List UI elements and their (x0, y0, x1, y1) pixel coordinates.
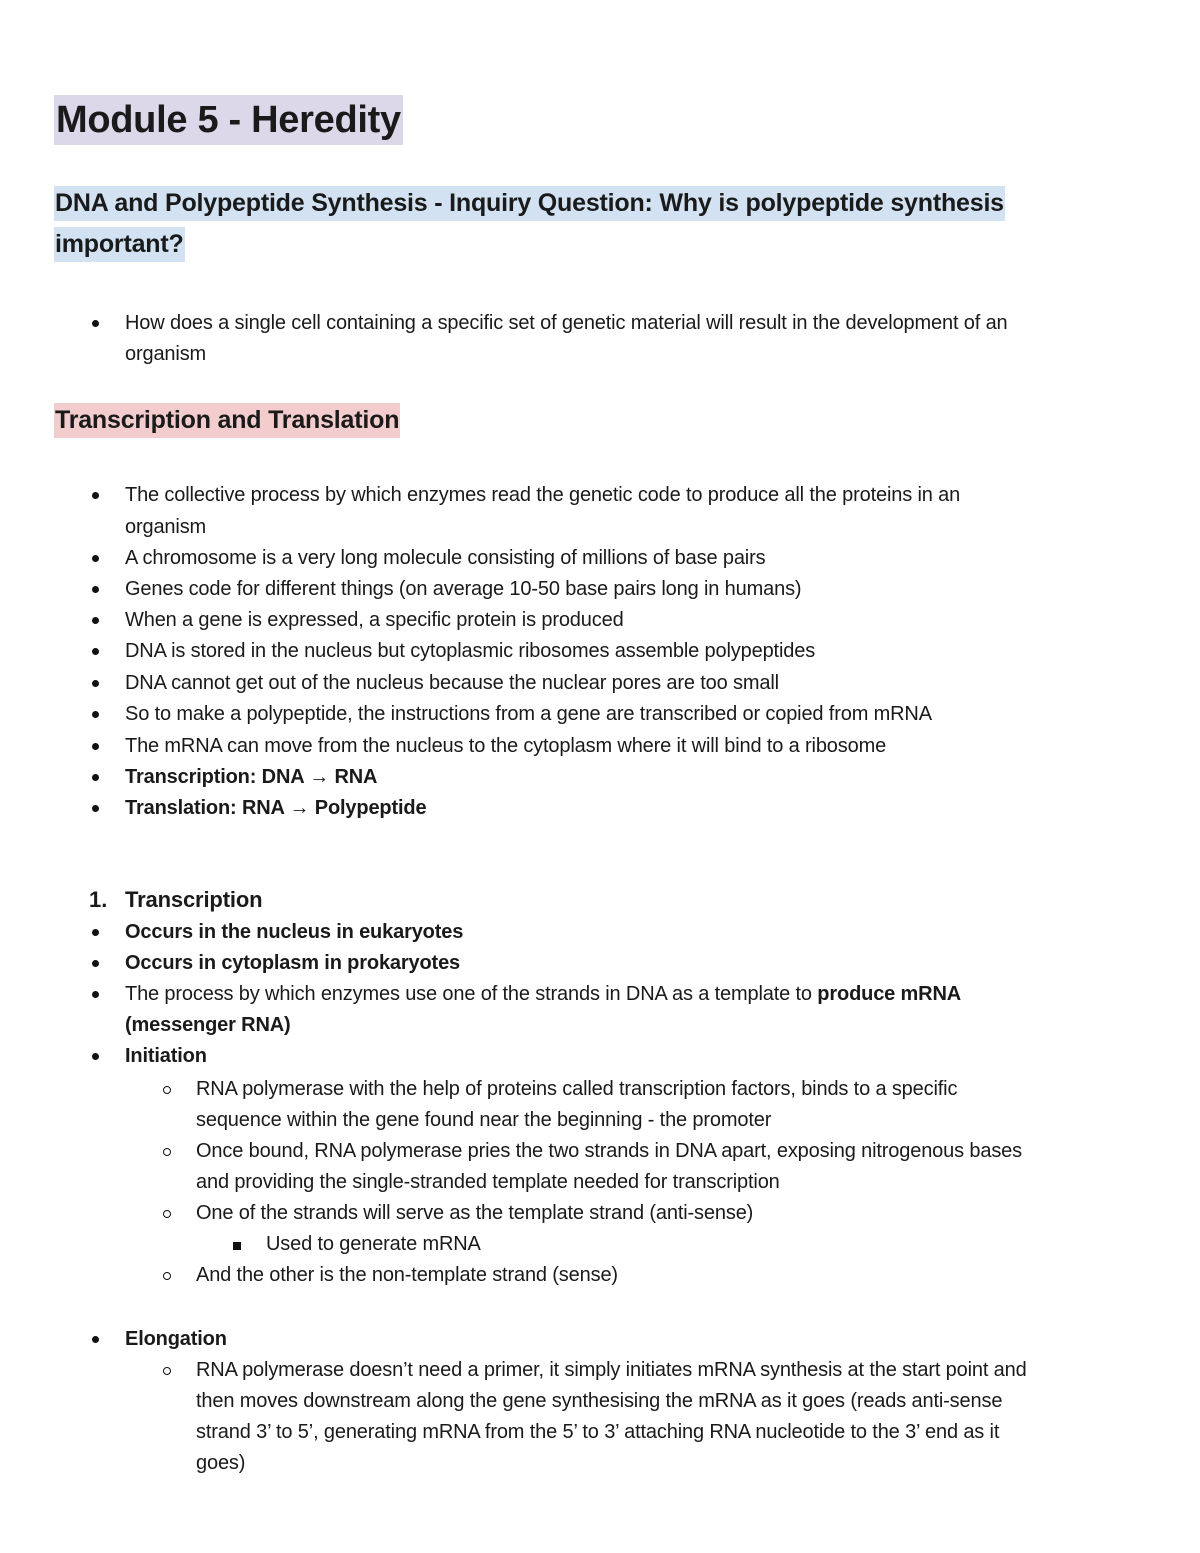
bullet-icon (92, 929, 99, 936)
list-item-continuation: (messenger RNA) (125, 1014, 291, 1036)
list-item: When a gene is expressed, a specific protein is produced (125, 609, 624, 631)
bullet-icon (92, 711, 99, 718)
section-heading-transcription-translation: Transcription and Translation (54, 400, 400, 441)
initiation-label: Initiation (125, 1045, 207, 1067)
list-item: DNA cannot get out of the nucleus because the nuclear pores are too small (125, 672, 779, 694)
inquiry-heading-line-1: DNA and Polypeptide Synthesis - Inquiry Question: Why is polypeptide synthesis (54, 183, 1005, 224)
bullet-icon (92, 555, 99, 562)
sub-list-item: Once bound, RNA polymerase pries the two strands in DNA apart, exposing nitrogenous bases (196, 1140, 1023, 1162)
list-item: The process by which enzymes use one of the strands in DNA as a template to produce mRNA (125, 983, 962, 1005)
bullet-icon (92, 492, 99, 499)
list-item: DNA is stored in the nucleus but cytoplasmic ribosomes assemble polypeptides (125, 640, 816, 662)
sub-sub-list-item: Used to generate mRNA (266, 1233, 481, 1255)
sub-list-item: One of the strands will serve as the template strand (anti-sense) (196, 1202, 754, 1224)
bullet-icon (92, 743, 99, 750)
bullet-icon (92, 617, 99, 624)
list-item: Occurs in the nucleus in eukaryotes (125, 921, 464, 943)
bullet-icon (92, 680, 99, 687)
list-item: The collective process by which enzymes read the genetic code to produce all the proteins in an (125, 484, 961, 506)
list-item-continuation: organism (125, 516, 207, 538)
bullet-icon (92, 774, 99, 781)
square-bullet-icon (233, 1242, 241, 1250)
hollow-bullet-icon (163, 1272, 171, 1280)
bullet-icon (92, 586, 99, 593)
sub-list-item: RNA polymerase doesn’t need a primer, it simply initiates mRNA synthesis at the start point and (196, 1359, 1027, 1381)
list-item: A chromosome is a very long molecule consisting of millions of base pairs (125, 547, 766, 569)
bullet-icon (92, 805, 99, 812)
bullet-icon (92, 1336, 99, 1343)
bullet-icon (92, 1053, 99, 1060)
sub-list-item: RNA polymerase with the help of proteins called transcription factors, binds to a specific (196, 1078, 958, 1100)
hollow-bullet-icon (163, 1210, 171, 1218)
bullet-icon (92, 320, 99, 327)
sub-list-item-continuation: then moves downstream along the gene synthesising the mRNA as it goes (reads anti-sense (196, 1390, 1003, 1412)
sub-list-item-continuation: goes) (196, 1452, 246, 1474)
bullet-icon (92, 960, 99, 967)
list-number: 1. (89, 887, 108, 912)
bullet-icon (92, 648, 99, 655)
sub-list-item: And the other is the non-template strand (sense) (196, 1264, 618, 1286)
list-item-transcription-summary: Transcription: DNA → RNA (125, 766, 378, 788)
elongation-label: Elongation (125, 1328, 227, 1350)
list-item-continuation: organism (125, 343, 207, 365)
list-item: Genes code for different things (on average 10-50 base pairs long in humans) (125, 578, 802, 600)
list-item: How does a single cell containing a specific set of genetic material will result in the development of an (125, 312, 1008, 334)
transcription-heading: Transcription (125, 887, 263, 912)
bullet-icon (92, 991, 99, 998)
inquiry-heading-line-2: important? (54, 224, 185, 265)
hollow-bullet-icon (163, 1148, 171, 1156)
list-item: So to make a polypeptide, the instructions from a gene are transcribed or copied from mRNA (125, 703, 932, 725)
sub-list-item-continuation: and providing the single-stranded template needed for transcription (196, 1171, 780, 1193)
page-title: Module 5 - Heredity (54, 95, 403, 145)
hollow-bullet-icon (163, 1367, 171, 1375)
sub-list-item-continuation: strand 3’ to 5’, generating mRNA from the 5’ to 3’ attaching RNA nucleotide to the 3’ end as it (196, 1421, 1000, 1443)
list-item: The mRNA can move from the nucleus to the cytoplasm where it will bind to a ribosome (125, 735, 887, 757)
hollow-bullet-icon (163, 1086, 171, 1094)
list-item-translation-summary: Translation: RNA → Polypeptide (125, 797, 427, 819)
list-item: Occurs in cytoplasm in prokaryotes (125, 952, 461, 974)
sub-list-item-continuation: sequence within the gene found near the beginning - the promoter (196, 1109, 772, 1131)
